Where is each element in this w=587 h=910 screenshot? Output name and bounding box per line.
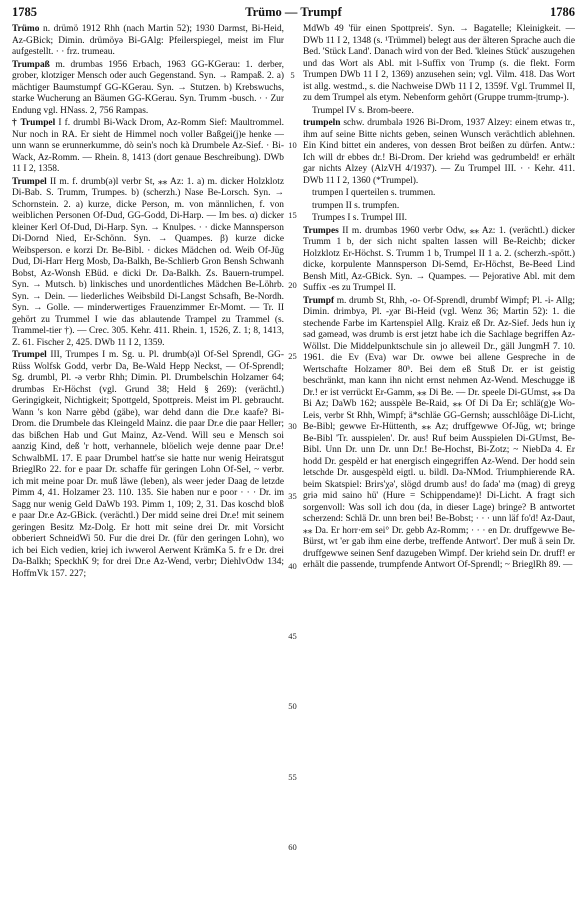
line-number: 55 — [288, 771, 297, 782]
page-number-right: 1786 — [550, 5, 575, 19]
dictionary-entry — [12, 350, 284, 580]
page-header — [12, 5, 575, 21]
dictionary-entry — [303, 188, 575, 200]
line-number: 5 — [290, 70, 295, 80]
entry-headword: † Trumpel — [12, 118, 56, 128]
line-number: 30 — [288, 420, 297, 431]
entry-text: m. drumbas 1956 Erbach, 1963 GG-KGerau: 1. derber, grober, klotziger Mensch oder auch Gegenstand. Syn. → Rampaß. 2. a) mächtiger Baumstumpf GG-KGerau. Syn. → Stutzen. b) Krebswuchs, starke Wucherung an Bäumen GG-KGerau. Syn. Trumm -busch. · · Zur Endung vgl. HNass. 2, 756 Rampas. — [12, 59, 284, 116]
dictionary-entry — [12, 60, 284, 118]
dictionary-entry — [12, 177, 284, 350]
right-column — [303, 24, 575, 904]
dictionary-entry — [303, 213, 575, 225]
entry-text: Trumpel IV s. Brom-beere. — [312, 105, 414, 116]
left-column — [12, 24, 284, 904]
entry-text: m. drumb St, Rhh, -o- Of-Sprendl, drumbf Wimpf; Pl. -i- Allg; Dimin. drimbyə, Pl. -χər Bi-Heid (vgl. Wenz 36; Martin 52): 1. die stechende Farbe im Kartenspiel Allg. Kraiz eß Dr. Az-Sief. Jeds hun iχ səd gəmeəd, wəs drumb is erst jetzt habe ich die Sachlage begriffen Az-Wöllst. Die Middelpunktschule sin jo alleweil Dr., gäll JungmH 7. 10. 1961. die Ev (Eva) war Dr. owwe bei allene Gespreche in de Wertschafte Holzamer 80ᵇ. Bei dem eß Stuß Dr. er ist geistig beschränkt, man kann ihn nicht ernst nehmen Az-Wend. Meschugge iß Dr.! er ist verrückt Er-Gamm, ⁎⁎ Di Be. — Dr. speele Di-GUmst, ⁎⁎ Da Bi Az; DaWb 162; ausspèle Be-Raid, ⁎⁎ Of Di Da Er; schlä(g)e Wo-Leis, verbr St Rhh, Wimpf; ä*schläe GG-Gernsh; ausschlôäge Di-Licht, Be-Bibl; gewwe Er-Hüttenth, ⁎⁎ Az; druffgewwe Of-Jüg, wt; bringe Be-Bibl 'Tr. ausspielen'. Dr. aus! Ruf beim Ausspielen Di-GUmst, Be-Bibl. Unn Dr. unn Dr. unn Dr.! Be-Hochst, Bi-Zotz; ~ NiebDa 4. Er hodd Dr. gespèld er hat energisch eingegriffen Az-Wend. Der hodd sein letschde Dr. ausgespèld eigtl. u. bildl. Da-NMod. Triumphierende RA. beim Skatspiel: Brirs'χə', slögd drumb aus! do ſadə' mə (mag) di greyg griə mid saino hü' (Hure = Schippendame)! Di-Licht. A fragt sich sorgenvoll: Was soll ich dou (da, in dieser Lage) bringe? B antwortet scherzend: Schlä Dr. unn bren bei! Be-Bobst; · · · unn läf fo'd! Az-Daut, ⁎⁎ Da. Er horr·em sei° Dr. gebb Az-Romm; · · · en Dr. druffgewwe Be-Bürst, wt 'er gab ihm eine derbe, treffende Antwort'. Der muß ä sein Dr. druffgewwe seinen Senf dazugeben Wimpf. Der kriehd sein Dr. druff! er erhält die passende, trumpfende Antwort Of-Sprendl; ~ BrieglRh 89. — — [303, 295, 575, 570]
entry-text: III, Trumpes I m. Sg. u. Pl. drumb(ə)l Of-Sel Sprendl, GG-Rüss Wolfsk Godd, verbr Da, Be-Wald Hepp Neckst, — Of-Sprendl; Sg. drumbl, Pl. -ə verbr Rhh; Dimin. Pl. Drumbelschin Holzamer 64; drumbəs Er-Höchst (vgl. Grund 38; Held § 269): (verächtl.) Geringigkeit, Nichtigkeit; Spottgeld, Spottpreis. Meist im Pl. gebraucht. Wann 's kon Narre gèbd (gäbe), war dehd dann die Dr.e kaafe? Bi-Drom. die Drumbele das Kleingeld Mainz. die paar Dr.e die paar Heller; das bißchen Hab und Gut Mainz, Az-Vend. Will seu e Mensch soi aanzig Kind, deß 'r hott, verhannele, blöelich weje denne paar Dr.e! SchwalbML 17. E paar Drumbel hatt'se sie hatte nur wenig Heiratsgut BrieglRo 22. for e paar Dr. schaffe für geringen Lohn Of-Sel, ~ verbr. ich mit meine poar Dr. muß läwe (leben), als weer jeder Daag de letzde Pimm 4, 41. Holzamer 23. 110. 135. Sie haben nur e poor · · · Dr. im Sagg nur wenig Geld DaWb 193. Pimm 1, 109; 2, 31. Das koschd bloß e paar Dr.e Az-GBick. (verächtl.) Der midd seine drei Dr.e! mit seinem geringen Besitz Mz-Dolg. Er hott mit seine drei Dr. mit Vorsicht obberiert SchneidWi 50. Fur die drei Dr. (für den geringen Lohn), wo ich bei Eich vedien, kriej ich iwwerol Aerwent KrämKa 5. fr e Dr. drei Da-Balkh; SpeckhK 9; for drei Dr.e Az-Wend, verbr; DiehlvOdw 134; HoffmVk 157. 227; — [12, 350, 284, 579]
line-number: 50 — [288, 701, 297, 712]
entry-text: I f. drumbl Bi-Wack Drom, Az-Romm Sief: Maultrommel. Nur noch in RA. Er sieht de Himmel noch voller Baßgei(j)e henke — unn wann se erunnerkumme, dò sein's noch kà Drumbele Az-Sief. · Bi-Wack, Az-Romm. — Rhein. 8, 1413 (dort genaue Beschreibung). DWb 11 I 2, 1358. — [12, 118, 284, 174]
entry-text: trumpen I querteilen s. trummen. — [312, 188, 436, 198]
entry-text: II m. drumbəs 1960 verbr Odw, ⁎⁎ Az: 1. (verächtl.) dicker Trumm 1 b, der sich nicht spalten lassen will Be-Reichb; dicker Holzklotz Er-Höchst. S. Trumm 1 b, Trumpel II 1 a. 2. (scherzh.-spött.) dicke, korpulente Mannsperson Di-Semd, Er-Höchst, Be-Beed Lind Bensh Mitl, Az-GBick. Syn. → Quampes. — Pejorative Abl. mit dem Suffix -es zu Trumpel II. — [303, 225, 575, 293]
entry-text: schw. drumbalə 1926 Bi-Drom, 1937 Alzey: einem etwas tr., ihm auf seine Bitte nichts geben, seinen Wunsch verächtlich ablehnen. Ein Kind bittet ein anderes, von dessen Brot beißen zu dürfen. Antw.: Ich will dr ebbes dr.! Bi-Drom. Der kriehd was gedrumbeld! er erhält gar nichts Alzey (AlzVH 4/1937). — Zu Trumpel III. · · Kehr. 411. DWb 11 I 2, 1360 (*Trumpel). — [303, 118, 575, 186]
dictionary-entry — [303, 24, 575, 105]
entry-text: trumpen II s. trumpfen. — [312, 200, 400, 211]
dictionary-entry — [303, 201, 575, 213]
entry-text: MdWb 49 'für einen Spottpreis'. Syn. → Bagatelle; Kleinigkeit. — DWb 11 I 2, 1348 (s. ¹Trümmel) belegt aus der älteren Sprache auch die Bed. 'Stück Land'. Danach wird von der Bed. 'kleines Stück' auszugehen und das Wort als Abl. mit l-Suffix von Trump (s. die flekt. Form Trumpen DWb 11 I 2, 1369) anzusehen sein; vgl. Vilm. 418. Das Wort ist allg. westmd., s. die Nachweise DWb 11 I 2, 1359f. Vgl. Trummel II, zu dem Trumpel als etym. Nebenform gehört (Gruppe trumm-|trump-). — [303, 24, 575, 103]
entry-headword: Trumpel — [12, 176, 47, 187]
line-number: 15 — [288, 210, 297, 221]
dictionary-entry — [12, 24, 284, 59]
entry-headword: Trümo — [12, 24, 40, 34]
dictionary-entry — [303, 296, 575, 572]
entry-text: II m. f. drumb(ə)l verbr St, ⁎⁎ Az: 1. a) m. dicker Holzklotz Di-Bab. S. Trumm, Trumpes. b) (scherzh.) Nase Be-Lorsch. Syn. → Schornstein. 2. a) kurze, dicke Person, m. von männlichen, f. von weiblichen Personen Of-Dud, GG-Godd, Di-Harp. — Im bes. α) dicker kleiner Kerl Of-Dud, Di-Harp. Syn. → Knulpes. · · dicke Mannsperson Di-Dornd Nied, Er-Schönn. Syn. → Quampes. β) kurze dicke Weibsperson. e korzi Dr. Be-Bibl. · dickes Mädchen od. Weib Of-Jüg Dud, Di-Harr Herg Mosb, Da-Balkh, Be-Schlierb Gron Bensh Schwanh Bobst, Az-Wonsh EBüd. e dicki Dr. Da-Balkh. Zs. Bauern-trumpel. Syn. → Mutsch. b) linkisches und unordentliches Mädchen Be-Löhrb. Syn. → Dein. — liederliches Weibsbild Di-Langst Schsafh, Be-Nordh. Syn. → Golle. — minderwertiges Frauenzimmer Er-Momt. — Tr. II gehört zu Trummel I wie das ablautende Trampel zu Trammel (s. Trammel-tier †). — Crec. 305. Kehr. 411. Rhein. 1, 1526, Z. 1; 8, 1413, Z. 61. Fischer 2, 425. DWb 11 I 2, 1359. — [12, 176, 284, 348]
entry-headword: Trumpaß — [12, 59, 50, 70]
entry-headword: Trumpes — [303, 225, 339, 236]
line-number: 60 — [288, 841, 297, 852]
running-title: Trümo — Trumpf — [245, 5, 342, 19]
dictionary-entry — [303, 226, 575, 295]
dictionary-entry — [303, 106, 575, 118]
page-number-left: 1785 — [12, 5, 37, 19]
line-number: 35 — [288, 490, 297, 501]
line-number: 40 — [288, 561, 297, 572]
entry-headword: Trumpel — [12, 350, 47, 360]
line-number: 25 — [288, 350, 297, 361]
entry-headword: Trumpf — [303, 295, 335, 306]
dictionary-entry — [303, 118, 575, 187]
entry-text: Trumpes I s. Trumpel III. — [312, 213, 407, 223]
entry-headword: trumpeln — [303, 118, 341, 128]
entry-text: n. drümö 1912 Rhh (nach Martin 52); 1930 Darmst, Bi-Heid, Az-GBick; Dimin. drümöyə Bi-GAlg: Pfeilerspiegel, meist im Flur aufgestellt. · · frz. trumeau. — [12, 24, 284, 57]
line-number: 20 — [288, 280, 297, 291]
dictionary-entry — [12, 118, 284, 176]
line-number: 45 — [288, 631, 297, 642]
line-number: 10 — [288, 140, 297, 151]
